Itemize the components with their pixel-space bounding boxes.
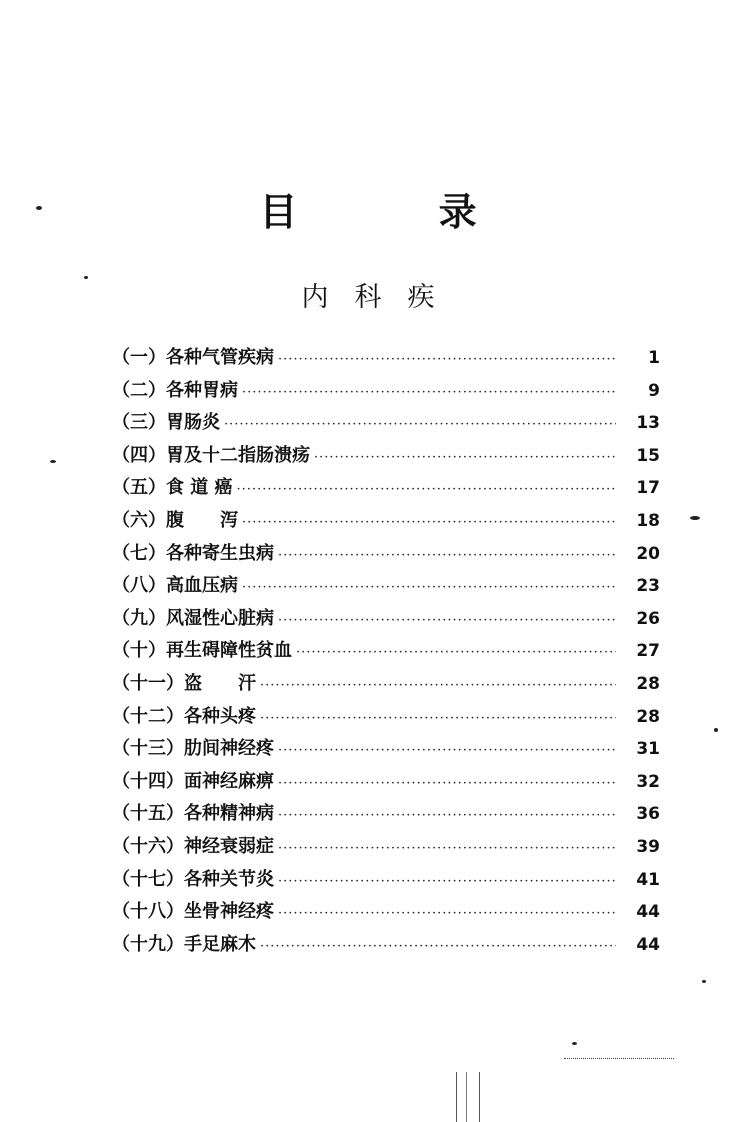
toc-entry[interactable] [112,929,660,962]
scan-speck [702,980,706,983]
toc-entry-page: 13 [636,413,660,434]
toc-entry-label: 再生碍障性贫血 [166,640,292,662]
dot-leader [242,507,616,539]
toc-entry-label: 各种关节炎 [184,868,274,890]
toc-entry-page: 36 [636,804,660,825]
dot-leader [296,637,616,669]
toc-entry-label: 胃肠炎 [166,412,220,434]
dot-leader [260,670,616,702]
toc-entry-page: 18 [636,510,660,531]
toc-entry-page: 44 [636,902,660,923]
dot-leader [260,931,616,963]
dot-leader [242,572,616,604]
toc-entry[interactable] [112,896,660,929]
toc-entry-number: （十一） [112,672,184,694]
toc-entry-page: 28 [636,706,660,727]
section-title: 内科疾 [301,282,461,313]
binding-marks [456,1072,480,1122]
toc-entry-number: （二） [112,379,166,401]
toc-entry-number: （十四） [112,770,184,792]
dot-leader [278,800,616,832]
toc-entry[interactable] [112,766,660,799]
scan-speck [572,1042,577,1045]
toc-entry[interactable] [112,668,660,701]
toc-entry[interactable] [112,538,660,571]
toc-entry-label: 各种头疼 [184,705,256,727]
toc-entry[interactable] [112,798,660,831]
toc-entry-number: （六） [112,509,166,531]
dot-leader [278,768,616,800]
scan-speck [714,728,718,732]
toc-entry-label: 肋间神经疼 [184,738,274,760]
toc-entry-number: （十六） [112,835,184,857]
toc-entry-label: 胃及十二指肠溃疡 [166,444,310,466]
toc-entry[interactable] [112,440,660,473]
scan-rule [564,1058,674,1059]
dot-leader [278,866,616,898]
toc-entry[interactable] [112,407,660,440]
toc-entry[interactable] [112,375,660,408]
toc-entry-number: （八） [112,575,166,597]
toc-entry[interactable] [112,603,660,636]
toc-entry-page: 17 [636,478,660,499]
toc-entry-label: 盗 汗 [184,672,256,694]
toc-entry-page: 31 [636,739,660,760]
toc-entry[interactable] [112,342,660,375]
toc-entry-label: 风湿性心脏病 [166,607,274,629]
dot-leader [278,344,616,376]
toc-entry[interactable] [112,570,660,603]
table-of-contents [112,342,660,961]
page-title: 目 录 [259,189,541,234]
toc-entry-label: 食 道 癌 [166,477,233,499]
toc-entry-number: （十八） [112,901,184,923]
toc-entry[interactable] [112,505,660,538]
dot-leader [242,377,616,409]
toc-entry-page: 23 [636,576,660,597]
dot-leader [278,898,616,930]
dot-leader [278,735,616,767]
toc-entry[interactable] [112,831,660,864]
toc-entry[interactable] [112,635,660,668]
toc-entry-number: （九） [112,607,166,629]
toc-entry[interactable] [112,733,660,766]
toc-entry-number: （十九） [112,933,184,955]
toc-entry-page: 28 [636,673,660,694]
scan-speck [84,276,88,279]
scan-speck [690,516,700,520]
toc-entry-number: （五） [112,477,166,499]
toc-entry[interactable] [112,472,660,505]
toc-entry-number: （三） [112,412,166,434]
toc-entry-label: 各种寄生虫病 [166,542,274,564]
toc-entry-page: 1 [648,348,660,368]
toc-entry-label: 坐骨神经疼 [184,901,274,923]
dot-leader [260,703,616,735]
toc-entry-number: （一） [112,347,166,368]
toc-entry[interactable] [112,701,660,734]
toc-entry-label: 各种气管疾病 [166,347,274,368]
dot-leader [278,605,616,637]
toc-entry-page: 27 [636,641,660,662]
toc-entry-page: 32 [636,771,660,792]
dot-leader [278,833,616,865]
toc-entry-number: （十） [112,640,166,662]
toc-entry-label: 面神经麻痹 [184,770,274,792]
toc-entry-page: 26 [636,608,660,629]
toc-entry-label: 高血压病 [166,575,238,597]
dot-leader [224,409,616,441]
toc-entry-label: 腹 泻 [166,509,238,531]
scan-speck [50,460,56,463]
toc-entry-label: 手足麻木 [184,933,256,955]
toc-entry-number: （十七） [112,868,184,890]
toc-entry-label: 各种胃病 [166,379,238,401]
dot-leader [237,474,616,506]
toc-entry-page: 44 [636,934,660,955]
toc-entry-label: 神经衰弱症 [184,835,274,857]
toc-entry-page: 15 [636,445,660,466]
toc-entry-page: 39 [636,836,660,857]
toc-entry-number: （十三） [112,738,184,760]
toc-entry-page: 20 [636,543,660,564]
toc-entry-label: 各种精神病 [184,803,274,825]
toc-entry-number: （七） [112,542,166,564]
toc-entry-number: （四） [112,444,166,466]
dot-leader [314,442,616,474]
toc-entry-page: 41 [636,869,660,890]
toc-entry-number: （十二） [112,705,184,727]
scan-speck [36,206,42,210]
dot-leader [278,540,616,572]
toc-entry-number: （十五） [112,803,184,825]
toc-entry[interactable] [112,864,660,897]
toc-entry-page: 9 [648,380,660,401]
